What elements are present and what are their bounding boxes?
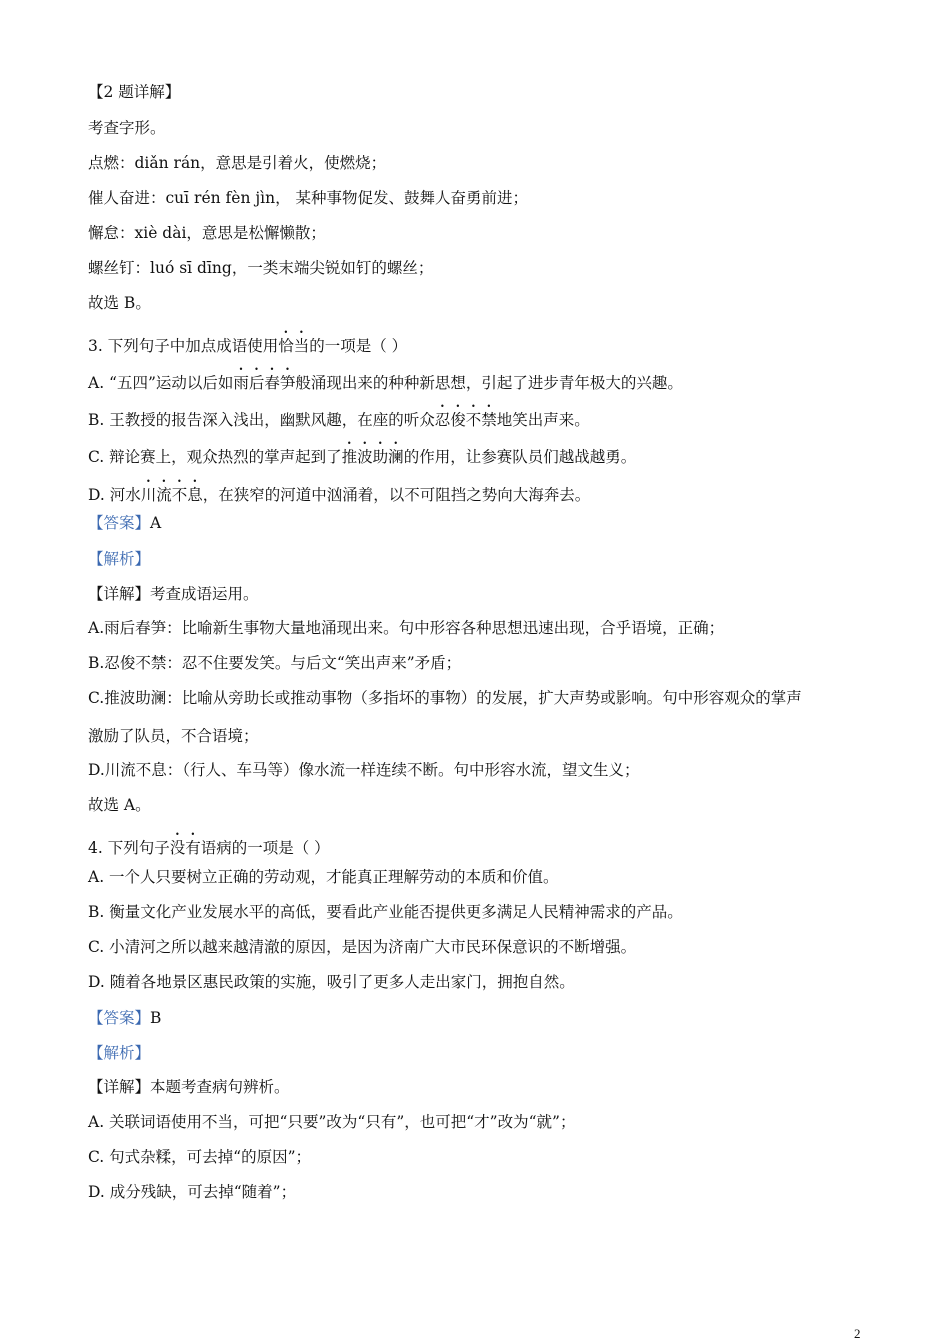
dotted-idiom: 雨后春笋 <box>233 374 296 392</box>
q3-option-a <box>88 365 890 393</box>
page-number: 2 <box>854 1326 861 1341</box>
dotted-idiom: 川流不息 <box>140 486 203 504</box>
q4-stem-text: 语病的一项是（ ） <box>200 839 330 857</box>
q4-answer <box>88 1008 890 1028</box>
q4-detail-line: D. 成分残缺，可去掉“随着”； <box>88 1183 297 1201</box>
q3-detail-line: B.忍俊不禁：忍不住要发笑。与后文“笑出声来”矛盾； <box>88 654 462 672</box>
q3-detail-line: 【详解】考查成语运用。 <box>88 585 259 603</box>
q3-stem-text: 的一项是（ ） <box>309 337 408 355</box>
dotted-idiom: 忍俊不禁 <box>434 411 497 429</box>
q2-detail-line: 故选 B。 <box>88 294 151 312</box>
q4-stem-text: 4. 下列句子 <box>88 839 170 857</box>
q3-detail-line: C.推波助澜：比喻从旁助长或推动事物（多指坏的事物）的发展，扩大声势或影响。句中形容观众的掌声 <box>88 689 802 707</box>
q2-detail-line: 螺丝钉：luó sī dīng，一类末端尖锐如钉的螺丝； <box>88 259 434 277</box>
q4-stem <box>88 830 890 858</box>
option-text: C. 辩论赛上，观众热烈的掌声起到了 <box>88 448 342 466</box>
q4-option-a: A. 一个人只要树立正确的劳动观，才能真正理解劳动的本质和价值。 <box>88 868 559 886</box>
option-text: ，在狭窄的河道中汹涌着，以不可阻挡之势向大海奔去。 <box>202 486 591 504</box>
option-text: A. “五四”运动以后如 <box>88 374 234 392</box>
q3-answer <box>88 513 890 533</box>
dotted-idiom: 推波助澜 <box>341 448 404 466</box>
option-text: 的作用，让参赛队员们越战越勇。 <box>403 448 637 466</box>
q3-stem-text: 3. 下列句子中加点成语使用 <box>88 337 279 355</box>
q3-option-b <box>88 402 890 430</box>
q3-detail-line: A.雨后春笋：比喻新生事物大量地涌现出来。句中形容各种思想迅速出现，合乎语境，正确； <box>88 619 725 637</box>
q3-analysis-tag: 【解析】 <box>88 550 151 568</box>
q3-stem <box>88 328 890 356</box>
answer-tag: 【答案】 <box>88 514 151 532</box>
answer-value: A <box>150 514 162 532</box>
option-text: 般涌现出来的种种新思想，引起了进步青年极大的兴趣。 <box>295 374 683 392</box>
q3-detail-line: 激励了队员，不合语境； <box>88 727 259 745</box>
q2-detail-heading: 【2 题详解】 <box>88 83 181 101</box>
q4-option-d: D. 随着各地景区惠民政策的实施，吸引了更多人走出家门，拥抱自然。 <box>88 973 575 991</box>
q4-detail-line: C. 句式杂糅，可去掉“的原因”； <box>88 1148 312 1166</box>
q2-detail-line: 点燃：diǎn rán，意思是引着火，使燃烧； <box>88 154 387 172</box>
q3-stem-dotted: 恰当 <box>278 337 310 355</box>
option-text: D. 河水 <box>88 486 141 504</box>
q4-stem-dotted: 没有 <box>169 839 201 857</box>
q4-analysis-tag: 【解析】 <box>88 1044 151 1062</box>
q4-option-b: B. 衡量文化产业发展水平的高低，要看此产业能否提供更多满足人民精神需求的产品。 <box>88 903 683 921</box>
option-text: 地笑出声来。 <box>496 411 590 429</box>
q3-option-d <box>88 477 890 505</box>
q2-detail-line: 催人奋进：cuī rén fèn jìn， 某种事物促发、鼓舞人奋勇前进； <box>88 189 529 207</box>
answer-tag: 【答案】 <box>88 1009 151 1027</box>
q4-detail-line: A. 关联词语使用不当，可把“只要”改为“只有”，也可把“才”改为“就”； <box>88 1113 576 1131</box>
q3-detail-line: 故选 A。 <box>88 796 151 814</box>
q2-detail-line: 懈怠：xiè dài，意思是松懈懒散； <box>88 224 326 242</box>
option-text: B. 王教授的报告深入浅出，幽默风趣，在座的听众 <box>88 411 435 429</box>
q3-option-c <box>88 439 890 467</box>
q4-option-c: C. 小清河之所以越来越清澈的原因，是因为济南广大市民环保意识的不断增强。 <box>88 938 637 956</box>
q3-detail-line: D.川流不息：（行人、车马等）像水流一样连续不断。句中形容水流，望文生义； <box>88 761 640 779</box>
q2-detail-line: 考查字形。 <box>88 119 166 137</box>
q4-detail-line: 【详解】本题考查病句辨析。 <box>88 1078 290 1096</box>
answer-value: B <box>150 1009 162 1027</box>
